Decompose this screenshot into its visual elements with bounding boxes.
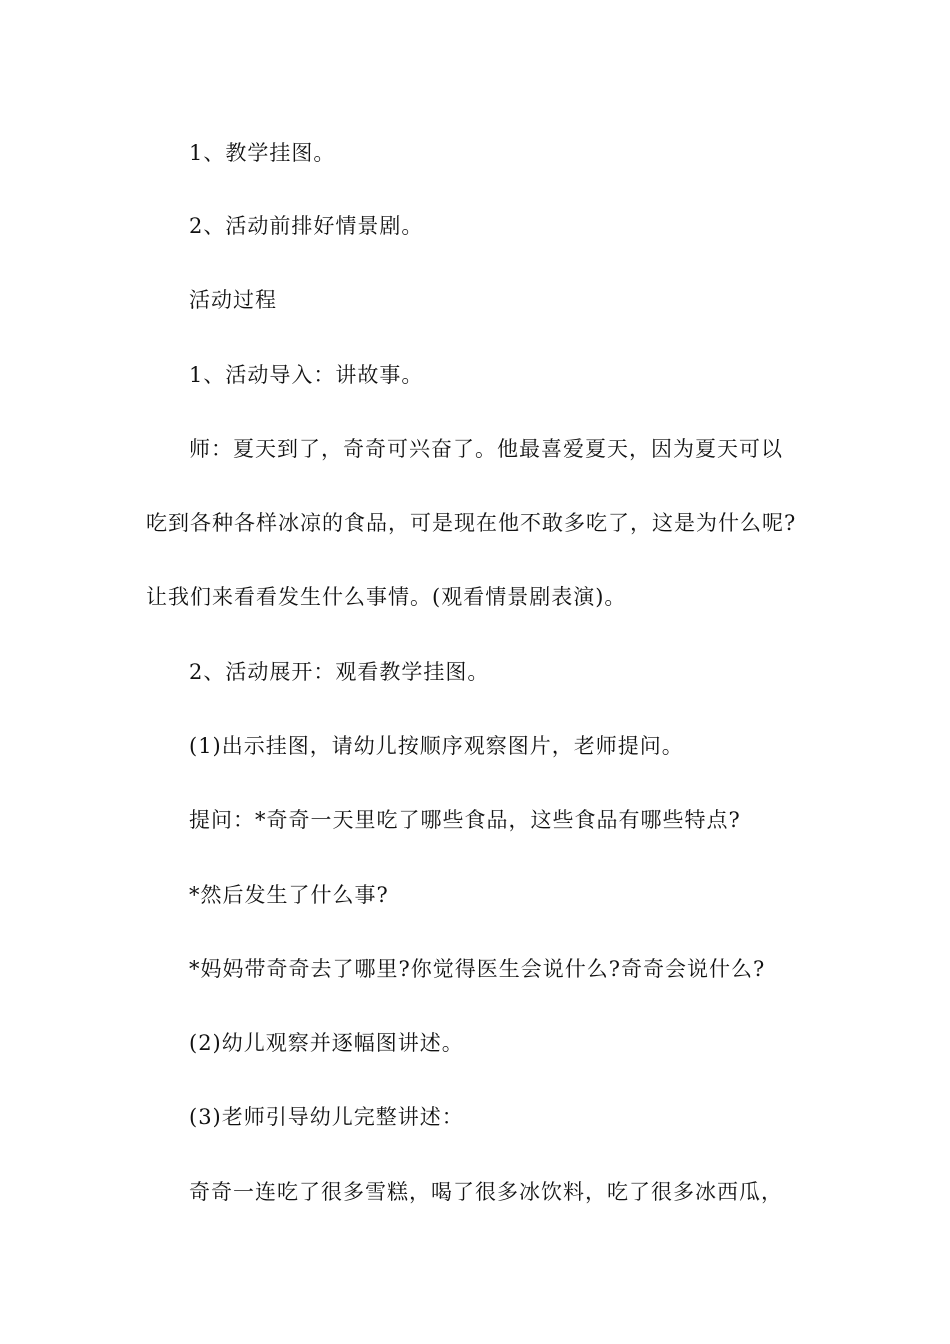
text-line-question-1: 提问：*奇奇一天里吃了哪些食品，这些食品有哪些特点?	[189, 808, 741, 832]
text-line-substep-3: (3)老师引导幼儿完整讲述：	[189, 1105, 464, 1129]
text-line-teacher-story-2: 吃到各种各样冰凉的食品，可是现在他不敢多吃了，这是为什么呢?	[146, 511, 797, 535]
text-line-teacher-story-1: 师：夏天到了，奇奇可兴奋了。他最喜爱夏天，因为夏天可以	[189, 437, 783, 461]
text-line-question-2: *然后发生了什么事?	[189, 883, 389, 907]
text-line-substep-2: (2)幼儿观察并逐幅图讲述。	[189, 1031, 464, 1055]
text-line-step-1: 1、活动导入：讲故事。	[189, 363, 424, 387]
text-line-substep-1: (1)出示挂图，请幼儿按顺序观察图片，老师提问。	[189, 734, 684, 758]
text-line-story-summary: 奇奇一连吃了很多雪糕，喝了很多冰饮料，吃了很多冰西瓜，	[189, 1180, 783, 1204]
text-line-materials-1: 1、教学挂图。	[189, 141, 336, 165]
text-line-teacher-story-3: 让我们来看看发生什么事情。(观看情景剧表演)。	[146, 585, 627, 609]
text-line-materials-2: 2、活动前排好情景剧。	[189, 214, 424, 238]
section-heading-activity-process: 活动过程	[189, 288, 277, 312]
text-line-step-2: 2、活动展开：观看教学挂图。	[189, 660, 490, 684]
text-line-question-3: *妈妈带奇奇去了哪里?你觉得医生会说什么?奇奇会说什么?	[189, 957, 766, 981]
